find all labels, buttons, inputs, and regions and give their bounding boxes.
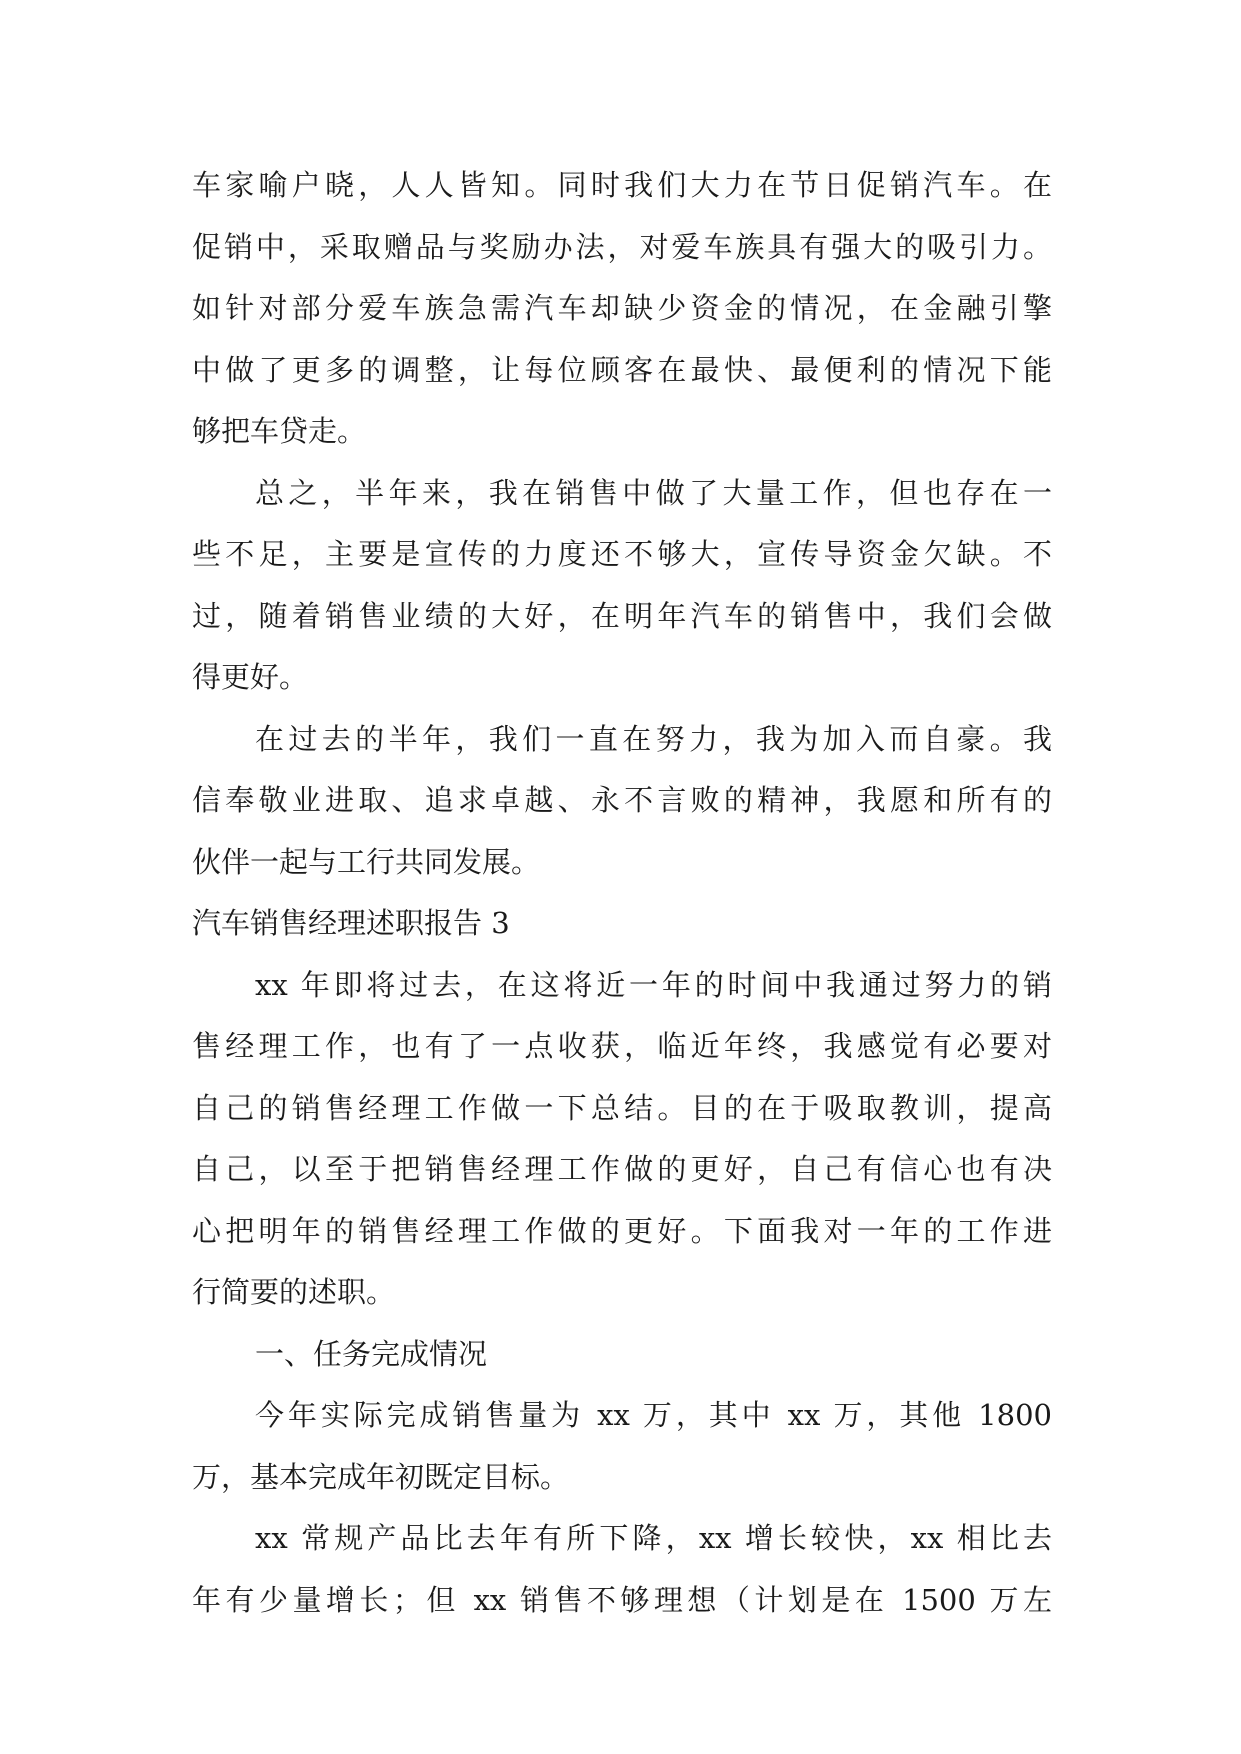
text-line: 信奉敬业进取、追求卓越、永不言败的精神，我愿和所有的 (192, 783, 1052, 817)
text-line: 伙伴一起与工行共同发展。 (192, 844, 541, 879)
paragraph (192, 709, 1052, 894)
text-line: 车家喻户晓，人人皆知。同时我们大力在节日促销汽车。在 (192, 168, 1052, 202)
paragraph (192, 955, 1052, 1324)
text-line: 得更好。 (192, 660, 309, 694)
paragraph (192, 463, 1052, 709)
text-line: 在过去的半年，我们一直在努力，我为加入而自豪。我 (255, 721, 1052, 756)
section-heading (192, 893, 1052, 955)
heading-text: 汽车销售经理述职报告 3 (192, 906, 510, 940)
text-line: 中做了更多的调整，让每位顾客在最快、最便利的情况下能 (192, 352, 1052, 387)
text-line: 万，基本完成年初既定目标。 (192, 1459, 570, 1494)
text-line: 自己，以至于把销售经理工作做的更好，自己有信心也有决 (192, 1152, 1052, 1186)
text-line: 过，随着销售业绩的大好，在明年汽车的销售中，我们会做 (192, 598, 1052, 633)
text-line: 促销中，采取赠品与奖励办法，对爱车族具有强大的吸引力。 (192, 229, 1052, 264)
text-line: 些不足，主要是宣传的力度还不够大，宣传导资金欠缺。不 (192, 537, 1052, 571)
paragraph (192, 155, 1052, 463)
text-line: 如针对部分爱车族急需汽车却缺少资金的情况，在金融引擎 (192, 291, 1052, 325)
subsection-heading (192, 1324, 1052, 1386)
text-line: 自己的销售经理工作做一下总结。目的在于吸取教训，提高 (192, 1090, 1052, 1125)
document-body (192, 155, 1052, 1631)
text-line: 心把明年的销售经理工作做的更好。下面我对一年的工作进 (192, 1213, 1052, 1248)
text-line: xx 年即将过去，在这将近一年的时间中我通过努力的销 (255, 967, 1052, 1002)
text-line: 够把车贷走。 (192, 414, 367, 448)
text-line: xx 常规产品比去年有所下降，xx 增长较快，xx 相比去 (255, 1521, 1052, 1555)
text-line: 行简要的述职。 (192, 1275, 396, 1309)
text-line: 售经理工作，也有了一点收获，临近年终，我感觉有必要对 (192, 1029, 1052, 1063)
text-line: 今年实际完成销售量为 xx 万，其中 xx 万，其他 1800 (255, 1398, 1052, 1432)
paragraph (192, 1385, 1052, 1508)
paragraph (192, 1508, 1052, 1631)
text-line: 年有少量增长；但 xx 销售不够理想（计划是在 1500 万左 (192, 1582, 1052, 1617)
text-line: 总之，半年来，我在销售中做了大量工作，但也存在一 (255, 475, 1052, 510)
text-line: 一、任务完成情况 (255, 1336, 488, 1371)
